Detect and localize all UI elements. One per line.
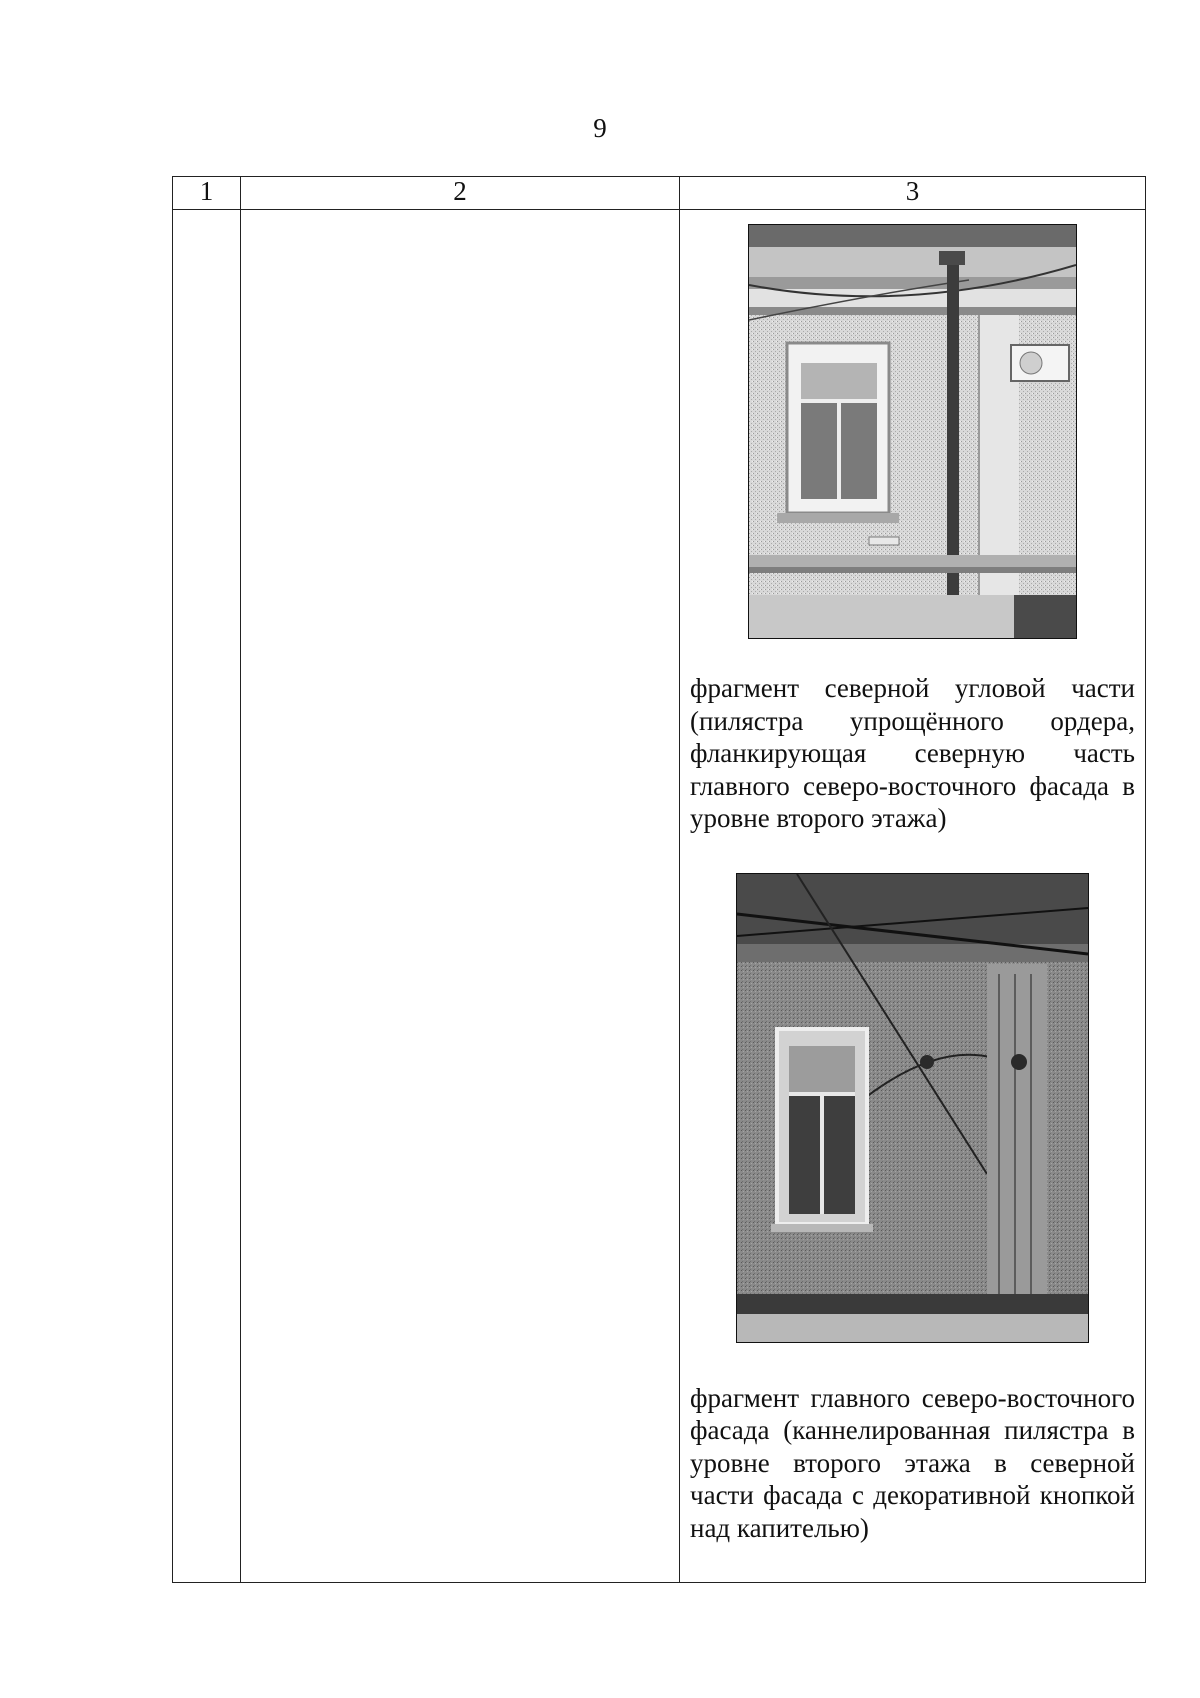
column-header-2: 2 (241, 177, 680, 210)
table-header-row (173, 177, 1146, 210)
photo-caption-1: фрагмент северной угловой части (пилястра упрощённого ордера, фланкирующая северную часть главного северо-восточного фасада в уровне второго этажа) (690, 673, 1135, 833)
column-header-1: 1 (173, 177, 241, 210)
column-header-3: 3 (680, 177, 1146, 210)
building-corner-photo (748, 224, 1077, 639)
page-number: 9 (593, 113, 607, 143)
photo-caption-2: фрагмент главного северо-восточного фасада (каннелированная пилястра в уровне второго этажа в северной части фасада с декоративной кнопкой над капителью) (690, 1382, 1135, 1543)
table-row (173, 210, 1146, 1583)
cell-photos (680, 210, 1146, 1583)
cell-description (241, 210, 680, 1583)
fluted-pilaster-photo (736, 873, 1089, 1343)
document-table (172, 176, 1146, 1583)
cell-number (173, 210, 241, 1583)
